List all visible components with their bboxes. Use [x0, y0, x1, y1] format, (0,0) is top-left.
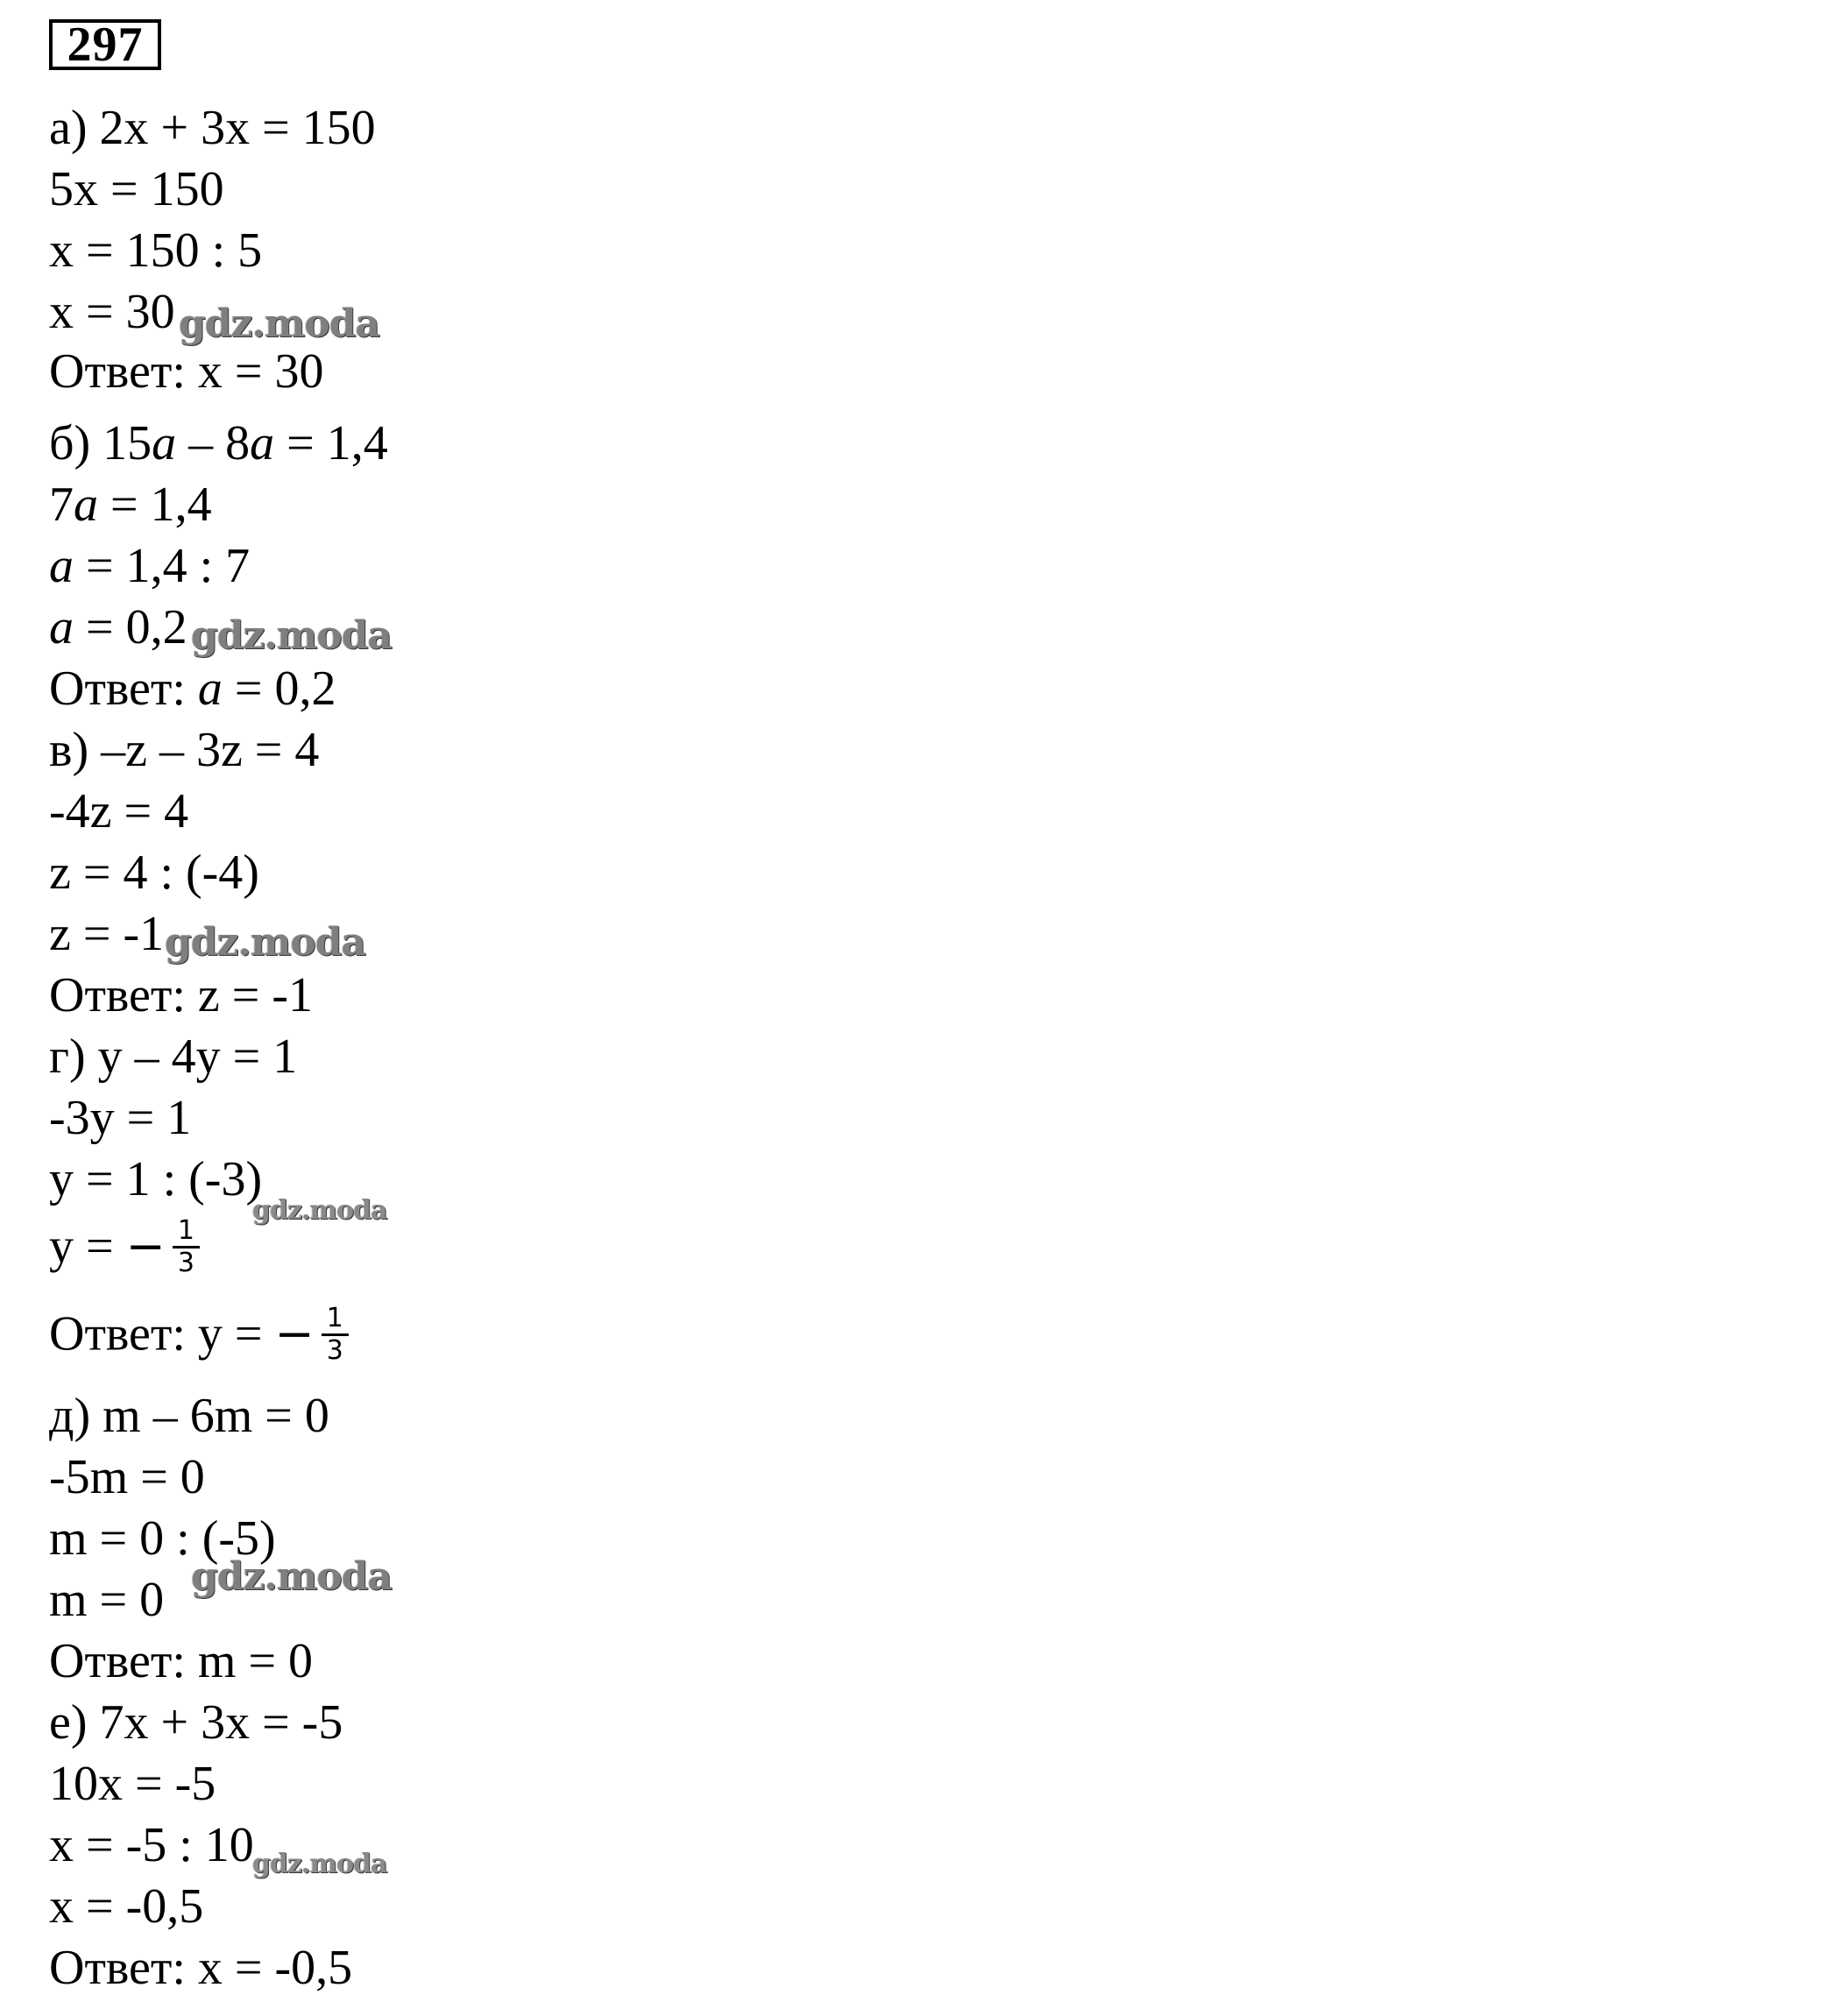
part-d-line-4: m = 0: [49, 1573, 165, 1627]
part-d-answer: Ответ: m = 0: [49, 1634, 314, 1688]
part-d-line-1: д) m – 6m = 0: [49, 1389, 329, 1443]
part-g-answer: Ответ: y = − $\frac{1}{3}$: [49, 1307, 349, 1369]
watermark: gdz.moda: [191, 613, 392, 658]
task-number-box: 297: [49, 19, 161, 70]
fraction: $\frac{1}{3}$: [173, 1216, 200, 1278]
part-b-line-2: 7a = 1,4: [49, 477, 212, 532]
part-g-line-3: y = 1 : (-3): [49, 1152, 263, 1206]
watermark: gdz.moda: [252, 1849, 387, 1879]
part-v-line-4: z = -1: [49, 907, 165, 961]
part-e-line-3: x = -5 : 10: [49, 1818, 254, 1872]
part-a-line-2: 5x = 150: [49, 162, 224, 216]
part-a-line-3: x = 150 : 5: [49, 223, 263, 278]
part-v-line-2: -4z = 4: [49, 784, 189, 838]
watermark: gdz.moda: [191, 1554, 392, 1599]
part-v-answer: Ответ: z = -1: [49, 968, 313, 1022]
part-v-line-1: в) –z – 3z = 4: [49, 723, 320, 777]
part-e-line-2: 10x = -5: [49, 1757, 216, 1811]
watermark: gdz.moda: [165, 920, 366, 965]
part-d-line-2: -5m = 0: [49, 1450, 205, 1504]
part-v-line-3: z = 4 : (-4): [49, 845, 259, 900]
part-a-answer: Ответ: x = 30: [49, 344, 324, 399]
part-e-answer: Ответ: x = -0,5: [49, 1941, 353, 1995]
watermark: gdz.moda: [179, 301, 380, 346]
part-e-line-1: е) 7x + 3x = -5: [49, 1695, 343, 1750]
part-b-answer: Ответ: a = 0,2: [49, 661, 336, 716]
part-b-line-4: a = 0,2: [49, 600, 187, 654]
part-g-line-4: y = − $\frac{1}{3}$: [49, 1220, 200, 1282]
part-e-line-4: x = -0,5: [49, 1879, 204, 1934]
fraction: $\frac{1}{3}$: [322, 1304, 349, 1366]
part-b-line-1: б) 15a – 8a = 1,4: [49, 416, 388, 470]
part-g-line-1: г) y – 4y = 1: [49, 1029, 298, 1084]
part-g-line-2: -3y = 1: [49, 1091, 192, 1145]
watermark: gdz.moda: [252, 1195, 387, 1226]
part-a-line-1: а) 2x + 3x = 150: [49, 101, 376, 155]
part-a-line-4: x = 30: [49, 285, 175, 339]
part-d-line-3: m = 0 : (-5): [49, 1511, 276, 1566]
part-b-line-3: a = 1,4 : 7: [49, 539, 251, 593]
